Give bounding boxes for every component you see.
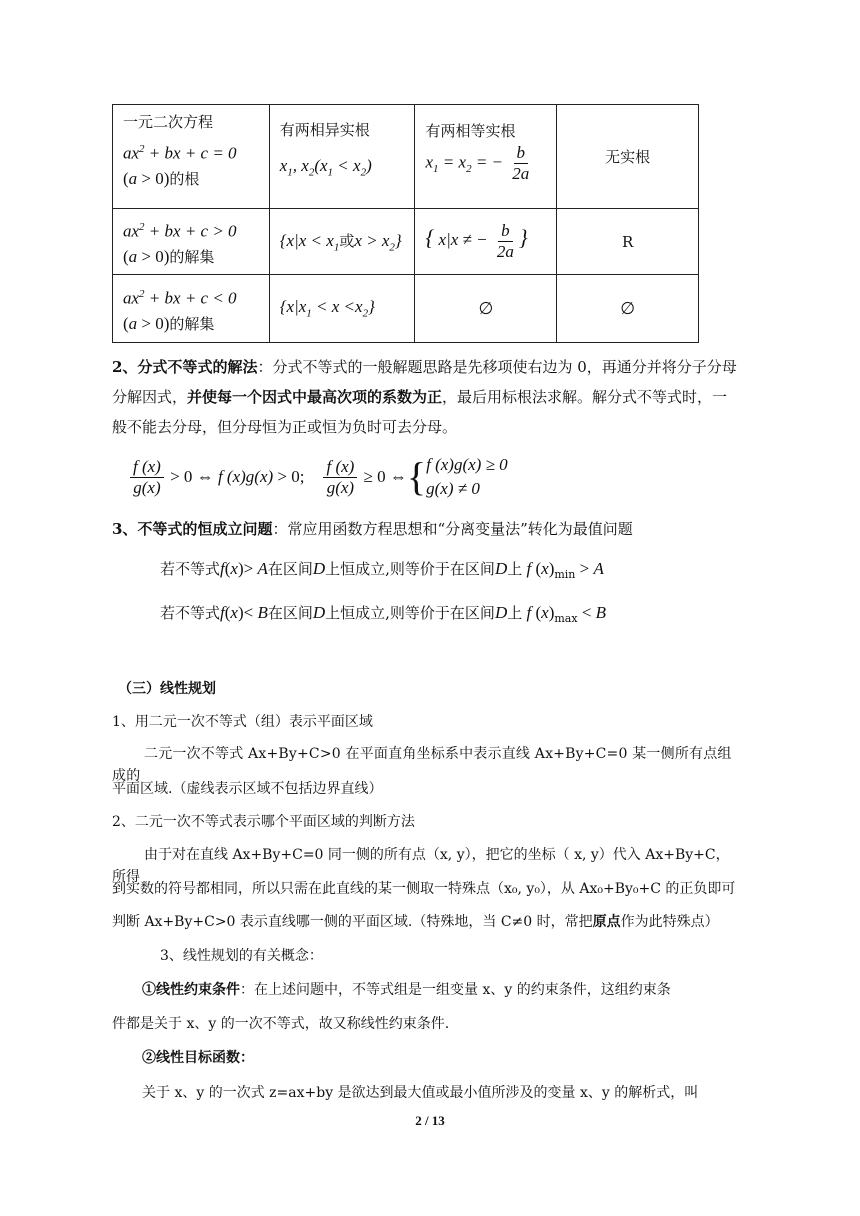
lp-para-1b: 平面区域.（虚线表示区域不包括边界直线） (112, 781, 383, 797)
text: 若不等式 (160, 604, 221, 622)
cell-text: 的解集 (169, 247, 215, 266)
para-line (112, 352, 737, 382)
text: 在区间 (267, 604, 313, 622)
formula: $ax^2$ + bx + c = 0 (123, 143, 237, 163)
formula: $x > x_2$} (354, 230, 402, 254)
cell-text: 的解集 (169, 314, 215, 333)
cell-text: 无实根 (605, 148, 651, 166)
lp-concept-1 (142, 979, 742, 1001)
formula: {$x|x < x_1$ (279, 230, 340, 254)
cell-gt-equal (415, 209, 557, 275)
solution-table (112, 104, 699, 343)
cell-equal-roots (415, 105, 557, 209)
lp-para-1: 二元一次不等式 Ax+By+C>0 在平面直角坐标系中表示直线 Ax+By+C=0 某一侧所有点组成的 (112, 746, 732, 784)
cell-text: R (621, 232, 634, 251)
empty-set: ∅ (620, 298, 636, 318)
cell-gt-set (113, 209, 270, 275)
section-title: 2、分式不等式的解法 (112, 358, 258, 376)
concept-title: ①线性约束条件 (142, 982, 240, 998)
text: ，最后用标根法求解。解分式不等式时，一 (442, 388, 728, 406)
text: 若不等式 (160, 560, 221, 578)
empty-set: ∅ (478, 298, 494, 318)
text: ：在上述问题中，不等式组是一组变量 x、y 的约束条件，这组约束条 (240, 982, 671, 998)
text: 作为此特殊点） (620, 914, 719, 930)
text: 上恒成立,则等价于在区间 (325, 604, 495, 622)
lp-concept-1b: 件都是关于 x、y 的一次不等式，故又称线性约束条件. (112, 1016, 450, 1032)
cell-no-roots (557, 105, 699, 209)
cell-lt-equal (415, 275, 557, 343)
lp-para-2c (112, 911, 737, 933)
formula: $ax^2$ + bx + c < 0 (123, 288, 237, 308)
formula: (a > 0)的根 (123, 168, 200, 188)
para-line: 般不能去分母，但分母恒为正或恒为负时可去分母。 (112, 418, 458, 436)
section-fraction-inequality (112, 352, 737, 442)
page-number: 2 / 13 (415, 1113, 445, 1128)
text: 在区间 (267, 560, 313, 578)
lp-para-2b: 到实数的符号都相同，所以只需在此直线的某一侧取一特殊点（x₀, y₀），从 Ax₀+By₀+C 的正负即可 (112, 881, 736, 897)
text: 上 (507, 604, 523, 622)
lp-subheading-3: 3、线性规划的有关概念： (160, 948, 323, 964)
para-line (112, 382, 737, 412)
cell-lt-none (557, 275, 699, 343)
cell-gt-none (557, 209, 699, 275)
cell-text: 一元二次方程 (123, 113, 214, 132)
text: 分解因式， (112, 388, 188, 406)
cell-gt-distinct (269, 209, 415, 275)
cell-equation-roots (113, 105, 270, 209)
text: 上 (507, 560, 523, 578)
fraction-formula: $\frac{f (x)}{g(x)}$ > 0 ⇔ f (x)g(x) > 0; $\frac{f (x)}{g(x)}$ ≥ 0 ⇔ { f (x)g(x) ≥ 0 g(x) ≠ 0 (128, 453, 508, 501)
cell-distinct-roots (269, 105, 415, 209)
cell-text: 有两相异实根 (279, 121, 370, 140)
formula: $x_1$, $x_2(x_1 < x_2)$ (279, 156, 372, 179)
text: ：分式不等式的一般解题思路是先移项使右边为 0，再通分并将分子分母 (257, 358, 737, 376)
text: 判断 Ax+By+C>0 表示直线哪一侧的平面区域.（特殊地，当 C≠0 时，常把 (112, 914, 593, 930)
formula: $x_1 = x_2$ = − $\frac{b}{2a}$ (425, 143, 530, 183)
cell-text: 有两相等实根 (425, 122, 516, 140)
formula: (a > 0)的解集 (123, 313, 215, 333)
lp-heading: （三）线性规划 (118, 681, 216, 697)
cell-text: 的根 (169, 169, 200, 188)
lp-subheading-2: 2、二元一次不等式表示哪个平面区域的判断方法 (112, 814, 415, 830)
lp-concept-2-text: 关于 x、y 的一次式 z=ax+by 是欲达到最大值或最小值所涉及的变量 x、y 的解析式，叫 (142, 1085, 699, 1101)
cell-lt-distinct (269, 275, 415, 343)
formula: (a > 0)的解集 (123, 246, 215, 266)
formula: $\{x|x_1 < x <x_2\}$ (279, 297, 375, 320)
cell-text: 或 (339, 231, 355, 250)
cell-lt-set (113, 275, 270, 343)
text: 上恒成立,则等价于在区间 (325, 560, 495, 578)
formula: $ax^2$ + bx + c > 0 (123, 221, 237, 241)
lp-para-2: 由于对在直线 Ax+By+C=0 同一侧的所有点（x, y），把它的坐标（ x, y）代入 Ax+By+C，所得 (112, 847, 730, 885)
formula: f (220, 559, 225, 578)
always-true-line-2: 若不等式f(x)< B在区间D上恒成立,则等价于在区间D上 f $(x)_{max} < B$ (160, 603, 607, 625)
formula: $\frac{f (x)}{g(x)}$ (323, 457, 357, 498)
emphasis: 原点 (592, 914, 621, 930)
emphasis: 并使每一个因式中最高次项的系数为正 (187, 388, 443, 406)
formula: $\frac{f (x)}{g(x)}$ (130, 457, 164, 498)
section-always-true (112, 518, 737, 540)
formula: { x|x ≠ − $\frac{b}{2a}$ } (425, 221, 528, 261)
section-title: 3、不等式的恒成立问题 (112, 520, 273, 538)
lp-concept-2: ②线性目标函数： (142, 1050, 254, 1066)
formula: f (220, 603, 225, 622)
lp-subheading-1: 1、用二元一次不等式（组）表示平面区域 (112, 714, 373, 730)
text: ：常应用函数方程思想和“分离变量法”转化为最值问题 (272, 520, 633, 538)
always-true-line-1: 若不等式f(x)> A在区间D上恒成立,则等价于在区间D上 f $(x)_{min} > A$ (160, 559, 604, 581)
